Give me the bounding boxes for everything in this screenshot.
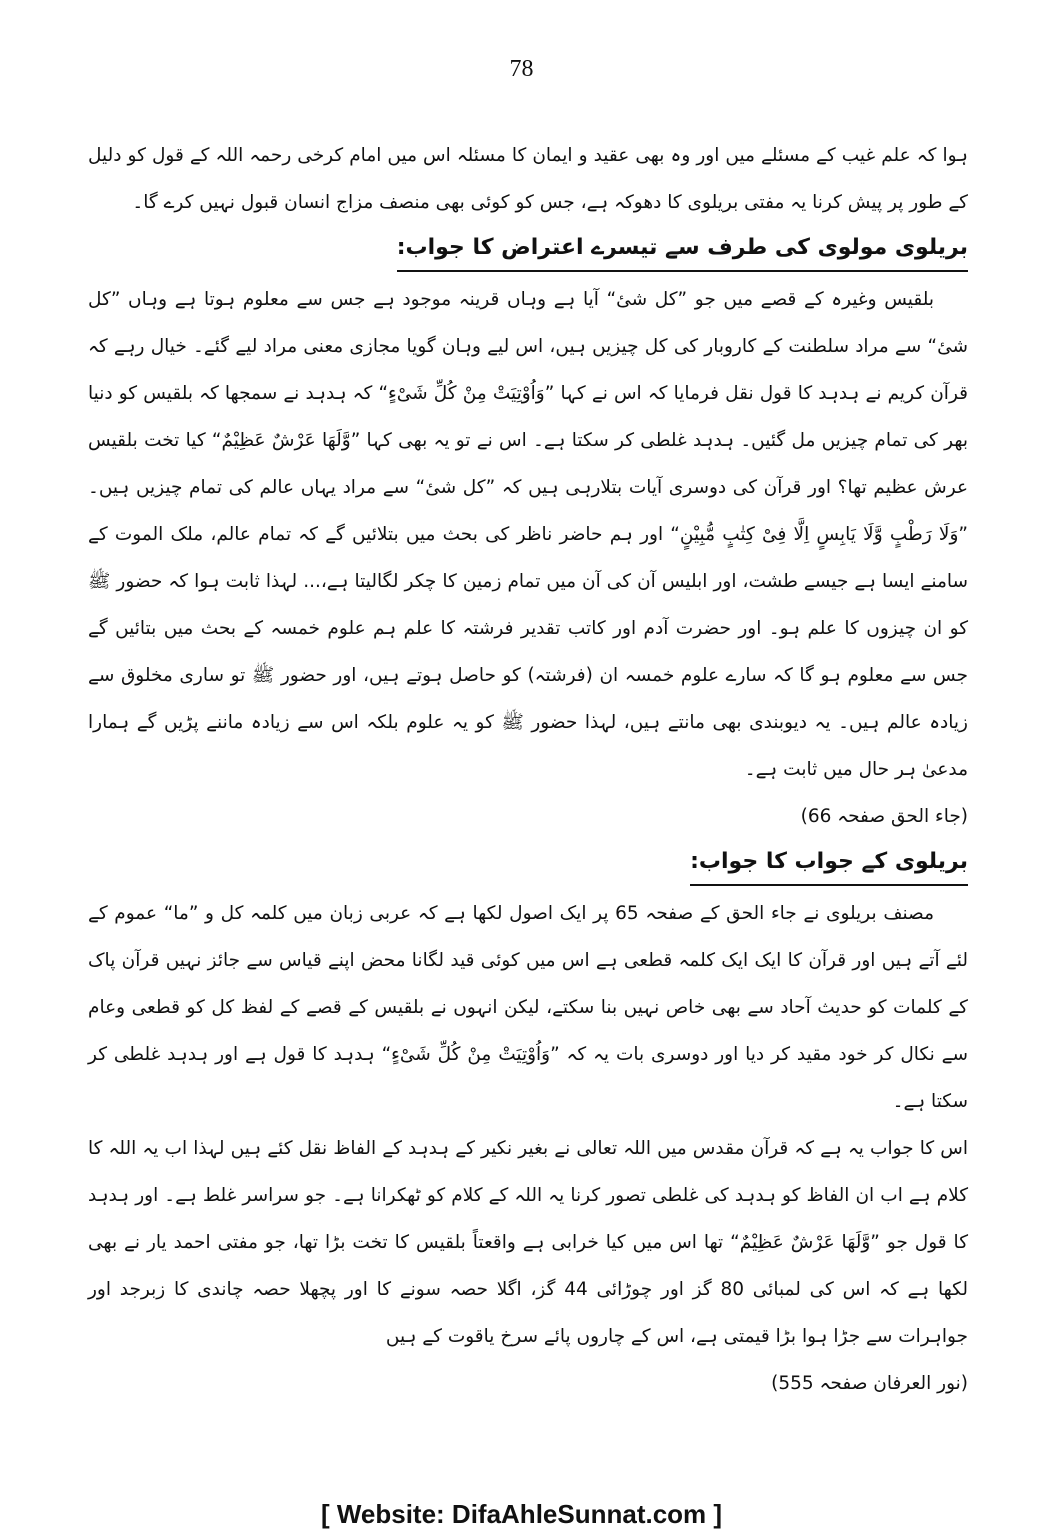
heading-reply: بریلوی کے جواب کا جواب: bbox=[690, 840, 968, 886]
page-body bbox=[88, 132, 968, 1407]
heading-third-objection: بریلوی مولوی کی طرف سے تیسرے اعتراض کا جواب: bbox=[397, 226, 968, 272]
heading-third-objection-wrap bbox=[88, 226, 968, 276]
page-number: 78 bbox=[509, 56, 534, 82]
source-citation-noor-ul-irfan: (نور العرفان صفحہ 555) bbox=[771, 1373, 968, 1394]
answer-paragraph: اس کا جواب یہ ہے کہ قرآن مقدس میں اللہ تعالی نے بغیر نکیر کے ہدہد کے الفاظ نقل کئے ہیں لہذا اب یہ اللہ کا کلام ہے اب ان الفاظ کو ہدہد کی غلطی تصور کرنا یہ اللہ کے کلام کو ٹھکرانا ہے۔ جو سراسر غلط ہے۔ اور ہدہد کا قول جو ”وَّلَهَا عَرْشٌ عَظِیْمٌ“ تھا اس میں کیا خرابی ہے واقعتاً بلقیس کا تخت بڑا تھا، جو مفتی احمد یار نے بھی لکھا ہے کہ اس کی لمبائی 80 گز اور چوڑائی 44 گز، اگلا حصہ سونے کا اور پچھلا حصہ چاندی کا زبرجد اور جواہرات سے جڑا ہوا بڑا قیمتی ہے، اس کے چاروں پائے سرخ یاقوت کے ہیں bbox=[88, 1138, 968, 1347]
source-citation-jaa-ul-haq: (جاء الحق صفحہ 66) bbox=[800, 806, 968, 827]
reply-paragraph: مصنف بریلوی نے جاء الحق کے صفحہ 65 پر ایک اصول لکھا ہے کہ عربی زبان میں کلمہ کل و ”ما“ عموم کے لئے آتے ہیں اور قرآن کا ایک ایک کلمہ قطعی ہے اس میں کوئی قید لگانا محض اپنے قیاس سے جائز نہیں قرآن پاک کے کلمات کو حدیث آحاد سے بھی خاص نہیں بنا سکتے، لیکن انہوں نے بلقیس کے قصے کے لفظ کل کو قطعی وعام سے نکال کر خود مقید کر دیا اور دوسری بات یہ کہ ”وَاُوْتِیَتْ مِنْ كُلِّ شَیْءٍ“ ہدہد کا قول ہے اور ہدہد غلطی کر سکتا ہے۔ bbox=[88, 903, 968, 1112]
objection-paragraph: بلقیس وغیرہ کے قصے میں جو ”کل شیٔ“ آیا ہے وہاں قرینہ موجود ہے جس سے معلوم ہوتا ہے وہاں ”کل شیٔ“ سے مراد سلطنت کے کاروبار کی کل چیزیں ہیں، اس لیے وہان گویا مجازی معنی مراد لیے گئے۔ خیال رہے کہ قرآن کریم نے ہدہد کا قول نقل فرمایا کہ اس نے کہا ”وَاُوْتِیَتْ مِنْ كُلِّ شَیْءٍ“ کہ ہدہد نے سمجھا کہ بلقیس کو دنیا بھر کی تمام چیزیں مل گئیں۔ ہدہد غلطی کر سکتا ہے۔ اس نے تو یہ بھی کہا ”وَّلَهَا عَرْشٌ عَظِیْمٌ“ کیا تخت بلقیس عرش عظیم تھا؟ اور قرآن کی دوسری آیات بتلارہی ہیں کہ ”کل شیٔ“ سے مراد یہاں عالم کی تمام چیزیں ہیں۔ ”وَلَا رَطْبٍ وَّلَا یَابِسٍ اِلَّا فِیْ كِتٰبٍ مُّبِیْنٍ“ اور ہم حاضر ناظر کی بحث میں بتلائیں گے کہ تمام عالم، ملک الموت کے سامنے ایسا ہے جیسے طشت، اور ابلیس آن کی آن میں تمام زمین کا چکر لگالیتا ہے،... لہذا ثابت ہوا کہ حضور ﷺ کو ان چیزوں کا علم ہو۔ اور حضرت آدم اور کاتب تقدیر فرشتہ کا علم ہم علوم خمسہ کے بحث میں بتائیں گے جس سے معلوم ہو گا کہ سارے علوم خمسہ ان (فرشتہ) کو حاصل ہوتے ہیں، اور حضور ﷺ تو ساری مخلوق سے زیادہ عالم ہیں۔ یہ دیوبندی بھی مانتے ہیں، لہذا حضور ﷺ کو یہ علوم بلکہ اس سے زیادہ ماننے پڑیں گے ہمارا مدعیٰ ہر حال میں ثابت ہے۔ bbox=[88, 289, 968, 780]
intro-paragraph: ہوا کہ علم غیب کے مسئلے میں اور وہ بھی عقید و ایمان کا مسئلہ اس میں امام کرخی رحمہ اللہ کے قول کو دلیل کے طور پر پیش کرنا یہ مفتی بریلوی کا دھوکہ ہے، جس کو کوئی بھی منصف مزاج انسان قبول نہیں کرے گا۔ bbox=[88, 145, 968, 213]
heading-reply-wrap bbox=[88, 840, 968, 890]
website-footer: [ Website: DifaAhleSunnat.com ] bbox=[320, 1499, 723, 1529]
